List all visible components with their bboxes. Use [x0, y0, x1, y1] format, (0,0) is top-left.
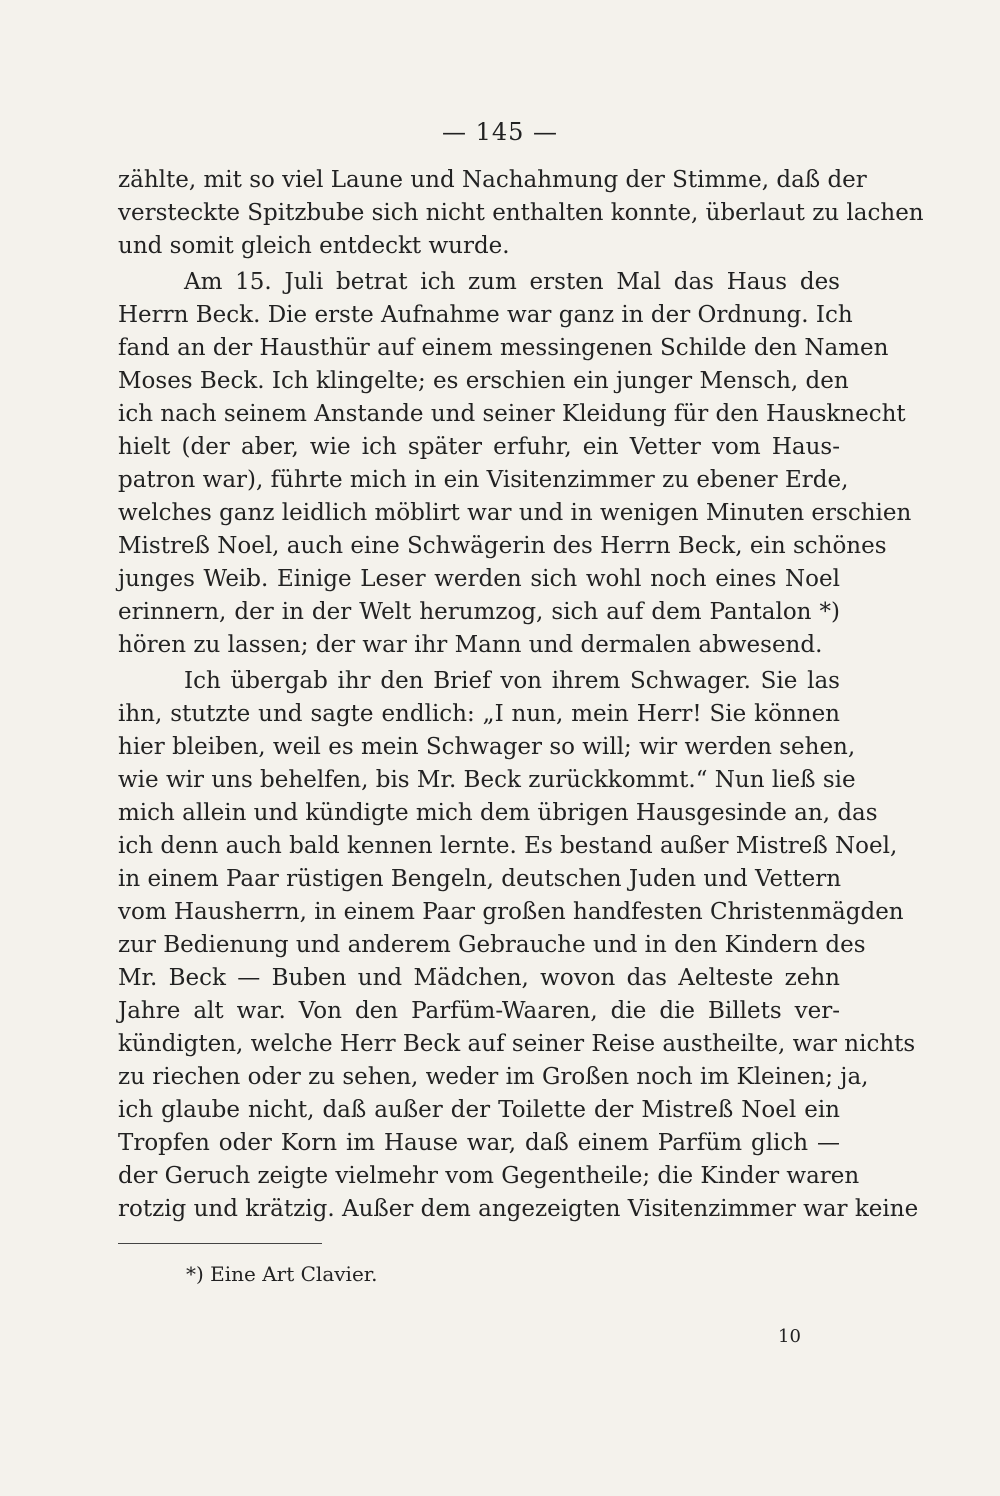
text-line: fand an der Hausthür auf einem messingenen Schilde den Namen: [118, 335, 889, 361]
text-line: zählte, mit so viel Laune und Nachahmung der Stimme, daß der: [118, 167, 867, 193]
text-line: der Geruch zeigte vielmehr vom Gegentheile; die Kinder waren: [118, 1163, 860, 1189]
text-line: und somit gleich entdeckt wurde.: [118, 233, 510, 259]
text-line: patron war), führte mich in ein Visitenzimmer zu ebener Erde,: [118, 467, 849, 493]
text-line: ihn, stutzte und sagte endlich: „I nun, mein Herr! Sie können: [118, 701, 840, 727]
text-line: wie wir uns behelfen, bis Mr. Beck zurückkommt.“ Nun ließ sie: [118, 767, 856, 793]
text-line: Am 15. Juli betrat ich zum ersten Mal das Haus des: [184, 269, 840, 295]
footnote: *) Eine Art Clavier.: [186, 1262, 378, 1286]
text-line: ich denn auch bald kennen lernte. Es bestand außer Mistreß Noel,: [118, 833, 898, 859]
page-number: — 145 —: [441, 118, 559, 146]
text-line: Mr. Beck — Buben und Mädchen, wovon das Aelteste zehn: [118, 965, 840, 991]
text-line: versteckte Spitzbube sich nicht enthalten konnte, überlaut zu lachen: [118, 200, 924, 226]
text-line: zur Bedienung und anderem Gebrauche und in den Kindern des: [118, 932, 866, 958]
footnote-rule: [118, 1243, 322, 1244]
text-line: erinnern, der in der Welt herumzog, sich auf dem Pantalon *): [118, 599, 840, 625]
text-line: Moses Beck. Ich klingelte; es erschien ein junger Mensch, den: [118, 368, 849, 394]
text-line: vom Hausherrn, in einem Paar großen handfesten Christenmägden: [118, 899, 904, 925]
text-line: kündigten, welche Herr Beck auf seiner Reise austheilte, war nichts: [118, 1031, 916, 1057]
body-text: [118, 164, 924, 1226]
text-line: ich nach seinem Anstande und seiner Kleidung für den Hausknecht: [118, 401, 906, 427]
text-line: in einem Paar rüstigen Bengeln, deutschen Juden und Vettern: [118, 866, 842, 892]
text-line: mich allein und kündigte mich dem übrigen Hausgesinde an, das: [118, 800, 878, 826]
text-line: Ich übergab ihr den Brief von ihrem Schwager. Sie las: [184, 668, 840, 694]
text-line: Mistreß Noel, auch eine Schwägerin des Herrn Beck, ein schönes: [118, 533, 887, 559]
text-line: welches ganz leidlich möblirt war und in wenigen Minuten erschien: [118, 500, 912, 526]
text-line: junges Weib. Einige Leser werden sich wohl noch eines Noel: [118, 566, 840, 592]
text-line: Herrn Beck. Die erste Aufnahme war ganz in der Ordnung. Ich: [118, 302, 853, 328]
text-line: hier bleiben, weil es mein Schwager so will; wir werden sehen,: [118, 734, 856, 760]
text-line: zu riechen oder zu sehen, weder im Großen noch im Kleinen; ja,: [118, 1064, 869, 1090]
text-line: Jahre alt war. Von den Parfüm-Waaren, die die Billets ver-: [118, 998, 840, 1024]
text-line: hören zu lassen; der war ihr Mann und dermalen abwesend.: [118, 632, 823, 658]
text-line: hielt (der aber, wie ich später erfuhr, ein Vetter vom Haus-: [118, 434, 840, 460]
text-line: Tropfen oder Korn im Hause war, daß einem Parfüm glich —: [118, 1130, 840, 1156]
signature-mark: 10: [778, 1326, 801, 1347]
text-line: rotzig und krätzig. Außer dem angezeigten Visitenzimmer war keine: [118, 1196, 919, 1222]
text-line: ich glaube nicht, daß außer der Toilette der Mistreß Noel ein: [118, 1097, 840, 1123]
